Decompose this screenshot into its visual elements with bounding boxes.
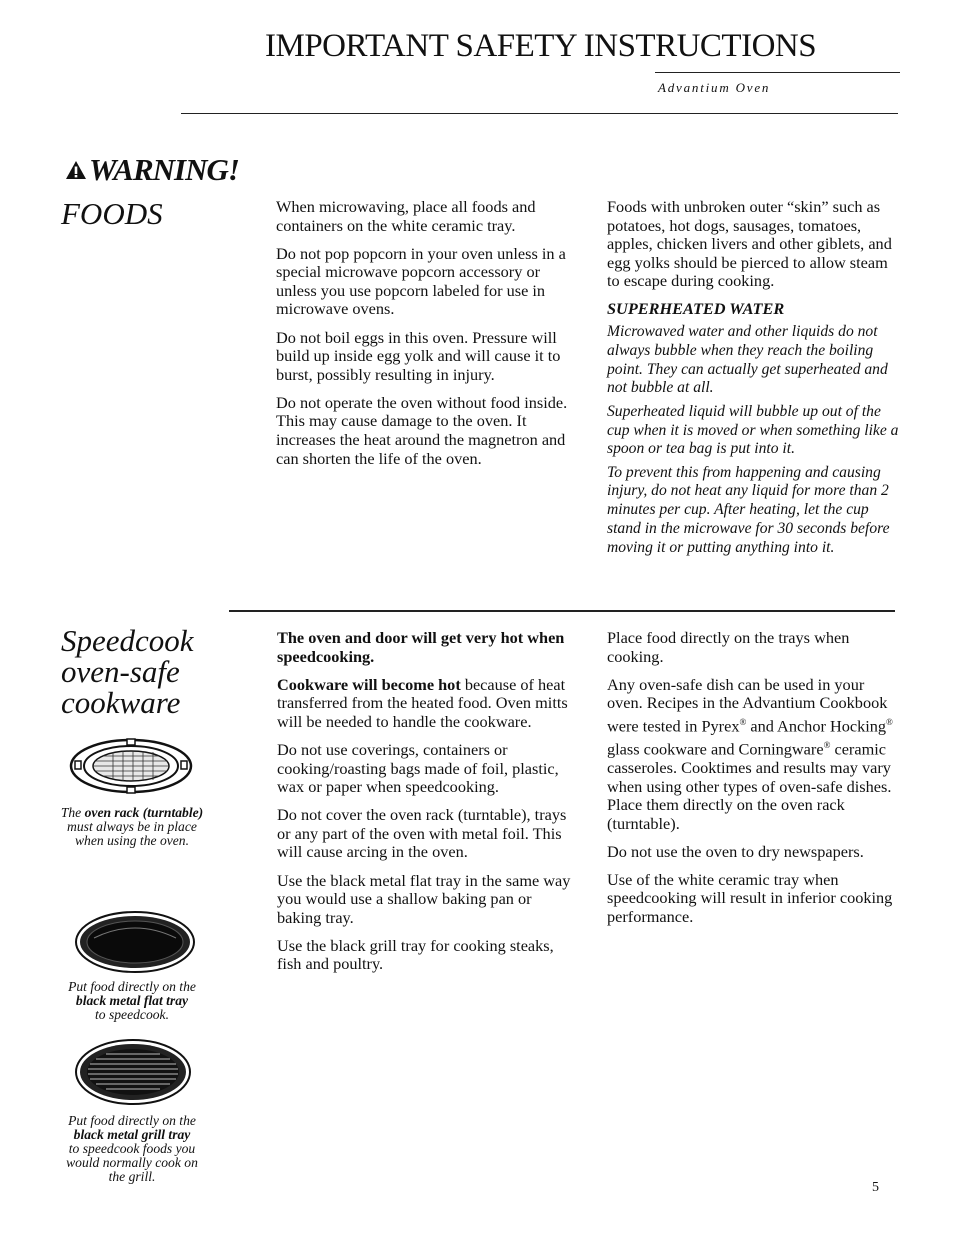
registered-mark: ® [823,739,831,750]
header-rule-short [655,72,900,73]
caption-text: Put food directly on the [68,1113,196,1128]
speedcook-paragraph: Do not cover the oven rack (turntable), trays or any part of the oven with metal foil. This will cause arcing in the oven. [277,805,567,862]
speedcook-paragraph: Use the black grill tray for cooking steaks, fish and poultry. [277,935,554,974]
speedcook-paragraph [277,629,572,666]
warning-text: WARNING! [89,152,239,187]
paragraph-text: ceramic casseroles. Cooktimes and results may vary when using other types of oven-safe dishes. Place them directly on the oven rack (turntable). [607,739,892,833]
speedcook-column-left [277,629,572,984]
foods-column-right [607,198,899,562]
speedcook-column-right [607,629,899,936]
superheated-paragraph: Microwaved water and other liquids do not always bubble when they reach the boiling point. They can actually get superheated and not bubble at all. [607,323,888,397]
caption-grill-tray [57,1114,207,1184]
page-title: IMPORTANT SAFETY INSTRUCTIONS [265,28,817,64]
foods-column-left [276,198,571,478]
speedcook-paragraph [607,676,899,834]
section-heading-speedcook: Speedcook oven-safe cookware [61,623,194,720]
caption-bold: oven rack (turntable) [84,805,204,820]
superheated-paragraph: To prevent this from happening and causing injury, do not heat any liquid for more than 2 minutes per cup. After heating, let the cup stand in the microwave for 30 seconds before moving it or putting anything into it. [607,463,890,556]
foods-paragraph: Do not boil eggs in this oven. Pressure will build up inside egg yolk and will cause it to burst, possibly resulting in injury. [276,327,561,384]
registered-mark: ® [886,716,893,727]
section-heading-foods: FOODS [61,196,163,231]
foods-paragraph: When microwaving, place all foods and containers on the white ceramic tray. [276,197,536,235]
registered-mark: ® [739,716,747,727]
warning-label [65,152,239,188]
flat-tray-illustration [74,910,196,974]
superheated-paragraph: Superheated liquid will bubble up out of the cup when it is moved or when something like a spoon or tea bag is put into it. [607,402,899,458]
paragraph-text: Any oven-safe dish can be used in your oven. Recipes in the Advantium Cookbook were tested in Pyrex [607,674,888,736]
bold-text: The oven and door will get very hot when speedcooking. [277,628,565,666]
caption-bold: black metal grill tray [73,1127,191,1142]
oven-rack-illustration [69,737,193,795]
foods-paragraph: Do not pop popcorn in your oven unless in a special microwave popcorn accessory or unless you use popcorn labeled for use in microwave ovens. [276,243,566,319]
paragraph-text: glass cookware and Corningware [607,739,824,759]
caption-text: must always be in place when using the oven. [67,819,197,848]
section-divider [229,610,895,612]
speedcook-paragraph: Use of the white ceramic tray when speedcooking will result in inferior cooking performance. [607,869,893,927]
foods-paragraph: Do not operate the oven without food inside. This may cause damage to the oven. It increases the heat around the magnetron and can shorten the life of the oven. [276,392,568,468]
caption-flat-tray [57,980,207,1022]
page-subtitle: Advantium Oven [658,80,771,95]
speedcook-paragraph: Use the black metal flat tray in the same way you would use a shallow baking pan or baking tray. [277,870,571,927]
paragraph-text: because of heat transferred from the heated food. Oven mitts will be needed to handle the cookware. [277,674,568,731]
header-rule [181,113,898,114]
caption-text: Put food directly on the [68,979,196,994]
caption-text: The [60,805,85,820]
superheated-heading: SUPERHEATED WATER [607,299,785,319]
paragraph-text: and Anchor Hocking [746,716,887,736]
foods-skin-paragraph: Foods with unbroken outer “skin” such as potatoes, hot dogs, sausages, tomatoes, apples, chicken livers and other giblets, and egg yolks should be pierced to allow steam to escape during cooking. [607,197,892,291]
warning-triangle-icon [65,160,87,180]
caption-text: to speedcook foods you would normally cook on the grill. [66,1141,198,1184]
caption-oven-rack [57,806,207,848]
grill-tray-illustration [74,1037,192,1107]
speedcook-paragraph: Do not use the oven to dry newspapers. [607,841,864,861]
speedcook-paragraph: Do not use coverings, containers or cooking/roasting bags made of foil, plastic, wax or paper when speedcooking. [277,739,559,797]
page-number: 5 [872,1180,879,1195]
speedcook-paragraph [277,676,572,732]
bold-text: Cookware will become hot [277,674,461,694]
speedcook-paragraph: Place food directly on the trays when cooking. [607,628,850,666]
caption-text: to speedcook. [95,1007,169,1022]
caption-bold: black metal flat tray [75,993,189,1008]
